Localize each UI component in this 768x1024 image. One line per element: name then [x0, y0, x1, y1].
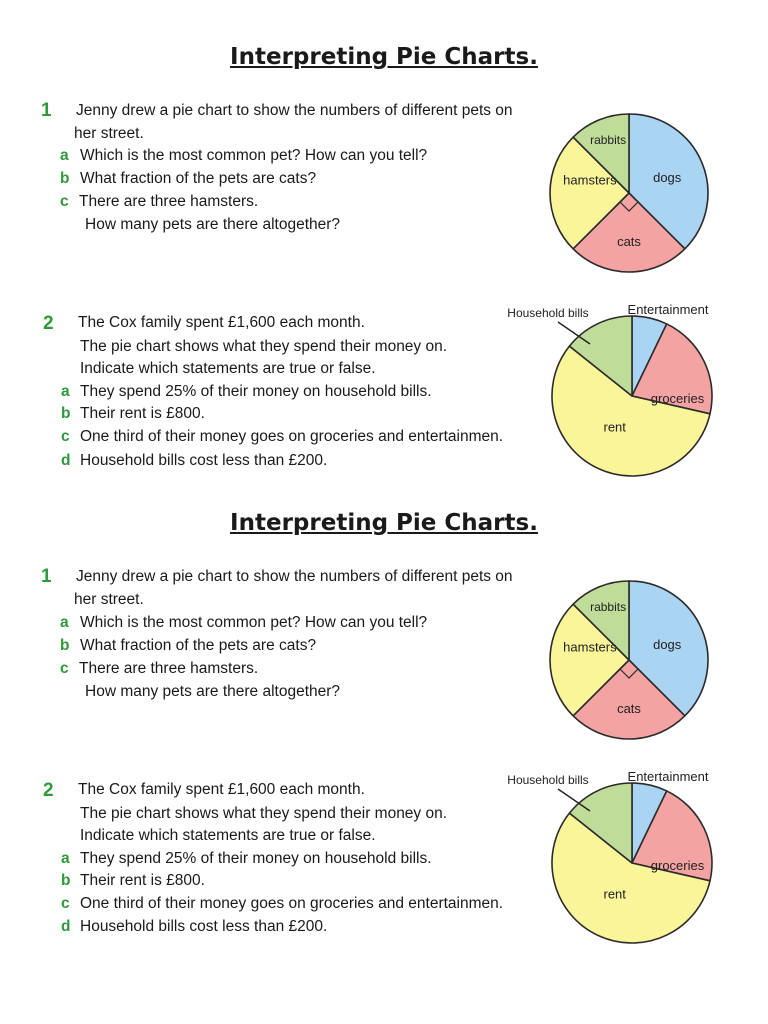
part-text: Which is the most common pet? How can you tell?	[80, 614, 428, 631]
pie-label-dogs: dogs	[653, 636, 682, 652]
pie-label-cats: cats	[617, 234, 641, 249]
part-text: Their rent is £800.	[80, 405, 205, 422]
pie-label-rabbits: rabbits	[590, 133, 627, 148]
part-letter: b	[61, 872, 71, 889]
part-letter: c	[60, 193, 69, 210]
pie-label-household-bills: Household bills	[507, 773, 589, 787]
pie-label-entertainment: Entertainment	[627, 769, 709, 784]
part-text: What fraction of the pets are cats?	[80, 637, 317, 654]
page-title: Interpreting Pie Charts.	[230, 44, 538, 70]
page-title: Interpreting Pie Charts.	[230, 510, 538, 536]
question-text: Jenny drew a pie chart to show the numbers of different pets on	[76, 102, 513, 119]
pie-label-household-bills: Household bills	[507, 306, 589, 320]
question-text: The Cox family spent £1,600 each month.	[78, 314, 365, 331]
pie-label-groceries: groceries	[650, 390, 705, 406]
pie-label-dogs: dogs	[653, 169, 682, 185]
question-text: her street.	[74, 125, 144, 142]
question-number: 2	[43, 780, 54, 801]
part-letter: d	[61, 918, 71, 935]
question-text: her street.	[74, 591, 144, 608]
part-letter: c	[61, 428, 70, 445]
question-text: Indicate which statements are true or false.	[80, 827, 376, 844]
pie-label-hamsters: hamsters	[563, 639, 617, 655]
part-text: Household bills cost less than £200.	[80, 452, 328, 469]
question-text: The pie chart shows what they spend their money on.	[80, 805, 448, 822]
pie-label-entertainment: Entertainment	[627, 302, 709, 317]
part-letter: a	[60, 147, 69, 164]
pie-label-rabbits: rabbits	[590, 600, 627, 615]
part-letter: c	[61, 895, 70, 912]
part-text: There are three hamsters.	[79, 660, 259, 677]
question-number: 1	[41, 100, 52, 121]
question-text: Indicate which statements are true or false.	[80, 360, 376, 377]
part-text-extra: How many pets are there altogether?	[85, 683, 341, 700]
part-text: What fraction of the pets are cats?	[80, 170, 317, 187]
part-text: They spend 25% of their money on household bills.	[80, 383, 432, 400]
question-text: The Cox family spent £1,600 each month.	[78, 781, 365, 798]
part-letter: b	[60, 170, 70, 187]
part-letter: a	[61, 383, 70, 400]
pie-label-hamsters: hamsters	[563, 172, 617, 188]
part-text: One third of their money goes on groceries and entertainmen.	[80, 895, 504, 912]
part-letter: c	[60, 660, 69, 677]
part-text: They spend 25% of their money on household bills.	[80, 850, 432, 867]
question-number: 2	[43, 313, 54, 334]
question-number: 1	[41, 566, 52, 587]
pie-label-rent: rent	[603, 419, 626, 435]
pie-label-rent: rent	[603, 886, 626, 902]
part-text: One third of their money goes on groceries and entertainmen.	[80, 428, 504, 445]
part-text-extra: How many pets are there altogether?	[85, 216, 341, 233]
question-text: The pie chart shows what they spend their money on.	[80, 338, 448, 355]
part-letter: a	[61, 850, 70, 867]
pie-label-groceries: groceries	[650, 857, 705, 873]
part-text: Their rent is £800.	[80, 872, 205, 889]
part-text: Household bills cost less than £200.	[80, 918, 328, 935]
part-letter: d	[61, 452, 71, 469]
part-letter: b	[61, 405, 71, 422]
part-letter: a	[60, 614, 69, 631]
part-text: Which is the most common pet? How can you tell?	[80, 147, 428, 164]
question-text: Jenny drew a pie chart to show the numbers of different pets on	[76, 568, 513, 585]
pie-label-cats: cats	[617, 701, 641, 716]
part-letter: b	[60, 637, 70, 654]
part-text: There are three hamsters.	[79, 193, 259, 210]
